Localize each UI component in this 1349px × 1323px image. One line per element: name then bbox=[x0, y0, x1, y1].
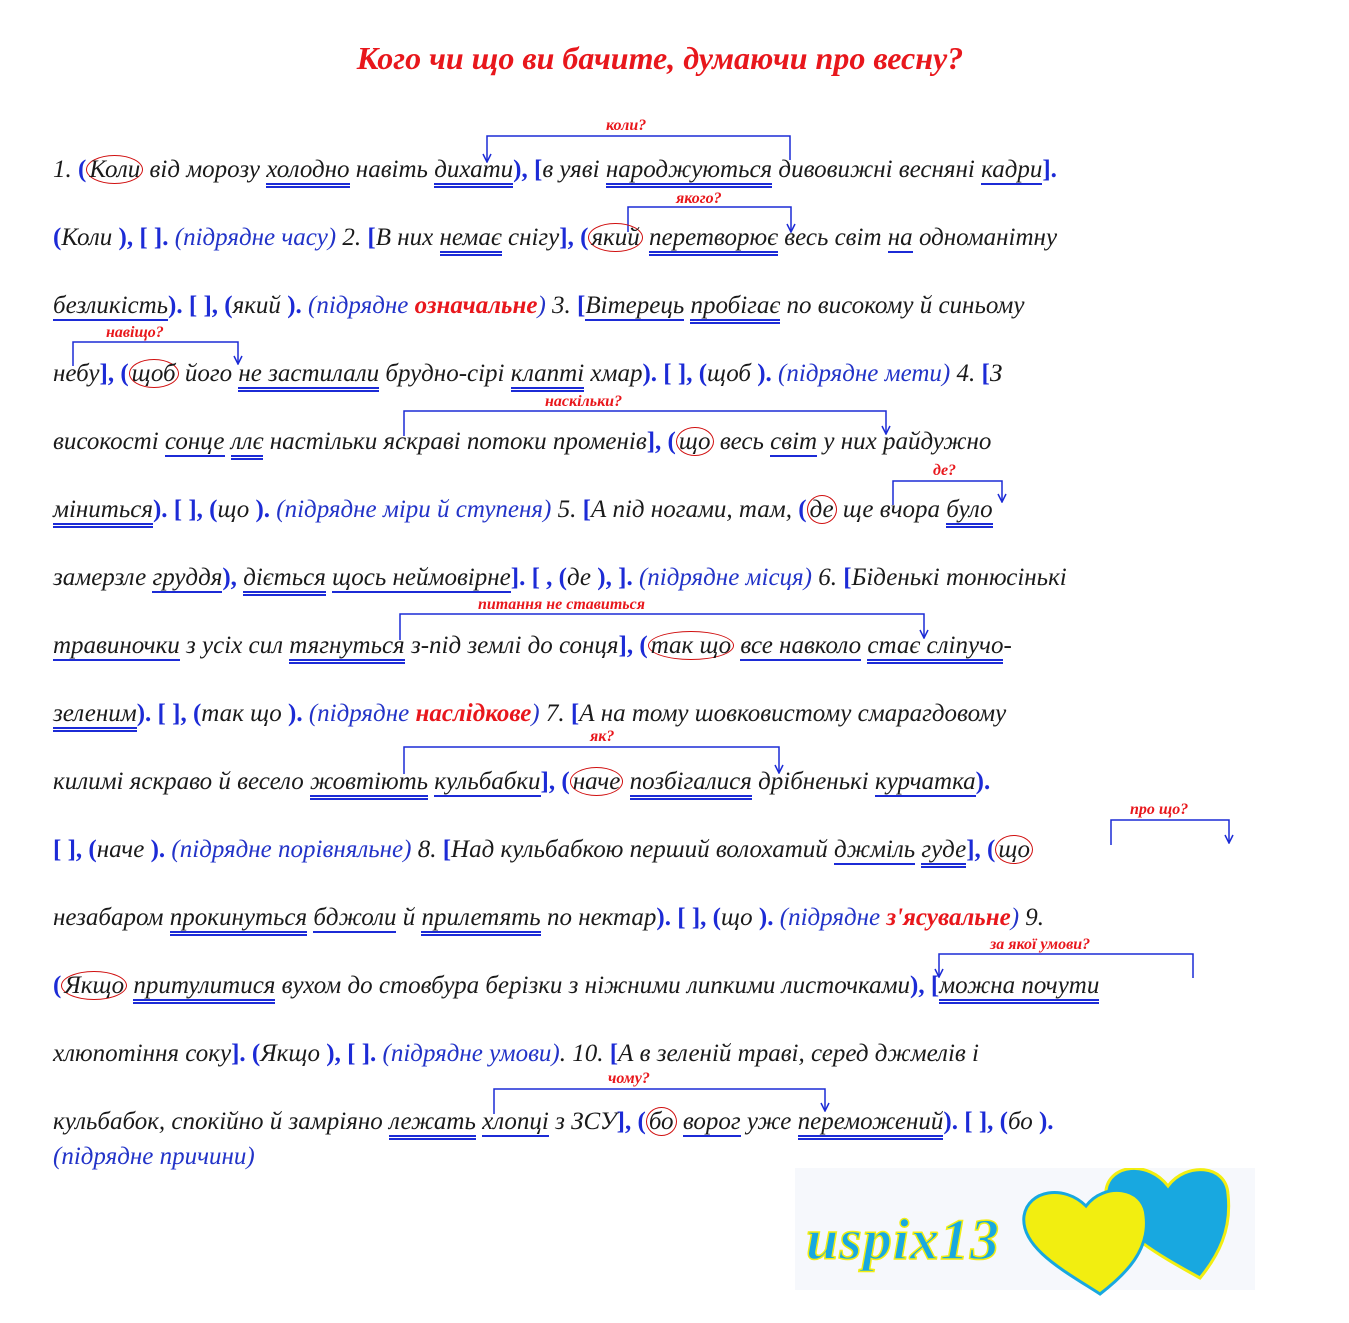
question-label: як? bbox=[590, 728, 615, 745]
text-line-12: незабаром прокинуться бджоли й прилетять по нектар). [ ], (що ). (підрядне з'ясувальне) 9. bbox=[53, 903, 1044, 933]
text-line-6: міниться). [ ], (що ). (підрядне міри й ступеня) 5. [А під ногами, там, ( де ще вчора було bbox=[53, 495, 993, 525]
text-line-11: [ ], (наче ). (підрядне порівняльне) 8. [Над кульбабкою перший волохатий джміль гуде], ( що bbox=[53, 835, 1033, 865]
text-line-14: хлюпотіння соку]. (Якщо ), [ ]. (підрядне умови). 10. [А в зеленій траві, серед джмелів і bbox=[53, 1040, 979, 1067]
text-line-9: зеленим). [ ], (так що ). (підрядне наслідкове) 7. [А на тому шовковистому смарагдовому bbox=[53, 699, 1006, 729]
question-label: про що? bbox=[1130, 801, 1189, 818]
text-line-8: травиночки з усіх сил тягнуться з-під землі до сонця], ( так що все навколо стає сліпучо- bbox=[53, 631, 1012, 661]
text-line-2: (Коли ), [ ]. (підрядне часу) 2. [В них немає снігу], ( який перетворює весь світ на одноманітну bbox=[53, 223, 1057, 253]
text-line-4: небу], ( щоб його не застилали брудно-сірі клапті хмар). [ ], (щоб ). (підрядне мети) 4. [З bbox=[53, 359, 1002, 389]
question-label: чому? bbox=[608, 1070, 650, 1087]
arrow-8 bbox=[1111, 820, 1229, 845]
text-line-10: килимі яскраво й весело жовтіють кульбабки], ( наче позбігалися дрібненькі курчатка). bbox=[53, 767, 990, 797]
question-label: коли? bbox=[606, 117, 647, 134]
text-line-16: (підрядне причини) bbox=[53, 1143, 255, 1170]
question-label: навіщо? bbox=[106, 324, 164, 341]
text-line-1: 1. ( Коли від морозу холодно навіть дихати), [в уяві народжуються дивовижні весняні кадри]. bbox=[53, 155, 1057, 185]
text-line-5: високості сонце ллє настільки яскраві потоки променів], ( що весь світ у них райдужно bbox=[53, 427, 991, 457]
question-label: якого? bbox=[676, 190, 722, 207]
question-label: наскільки? bbox=[545, 393, 623, 410]
text-line-7: замерзле груддя), діється щось неймовірне]. [ , (де ), ]. (підрядне місця) 6. [Біденькі тонюсінькі bbox=[53, 563, 1067, 593]
question-label: питання не ставиться bbox=[478, 596, 645, 613]
page-title: Кого чи що ви бачите, думаючи про весну? bbox=[356, 40, 964, 76]
hearts-logo-icon bbox=[1020, 1168, 1255, 1298]
text-line-13: ( Якщо притулитися вухом до стовбура берізки з ніжними липкими листочками), [можна почути bbox=[53, 971, 1099, 1001]
logo-text: uspix13 bbox=[806, 1207, 1000, 1272]
text-line-15: кульбабок, спокійно й замріяно лежать хлопці з ЗСУ], ( бо ворог уже переможений). [ ], (бо ). bbox=[53, 1107, 1054, 1137]
question-label: де? bbox=[933, 462, 957, 479]
question-label: за якої умови? bbox=[990, 936, 1091, 953]
text-line-3: безликість). [ ], (який ). (підрядне означальне) 3. [Вітерець пробігає по високому й синьому bbox=[53, 291, 1024, 321]
